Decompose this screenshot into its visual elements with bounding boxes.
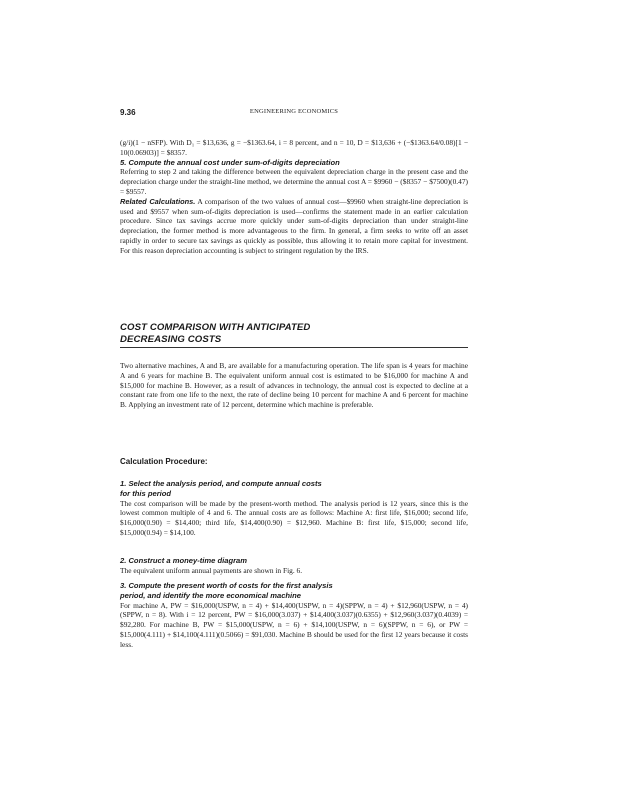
step-3-heading-line-1: 3. Compute the present worth of costs for the first analysis [120, 581, 333, 590]
calculation-procedure-heading-block [120, 457, 468, 467]
related-calculations-paragraph [120, 197, 468, 256]
related-calculations-text: A comparison of the two values of annual cost—$9960 when straight-line depreciation is used and $9557 when sum-of-digits depreciation is used—confirms the statement made in an earlier calculation procedure. Since tax savings accrue more quickly under sum-of-digits depreciation than under straight-line depreciation, the former method is more advantageous to the firm. In general, a firm seeks to write off an asset rapidly in order to secure tax savings as quickly as possible, thus allowing it to retain more capital for investment. For this reason depreciation accounting is subject to stringent regulation by the IRS. [120, 196, 468, 255]
step-3-heading-line-2: period, and identify the more economical machine [120, 590, 302, 600]
problem-paragraph: Two alternative machines, A and B, are available for a manufacturing operation. The life span is 4 years for machine A and 6 years for machine B. The equivalent uniform annual cost is estimated to be $16,000 for machine A and $15,000 for machine B. However, as a result of advances in technology, the annual cost is expected to decline at a constant rate from one life to the next, the rate of decline being 10 percent for machine A and 6 percent for machine B. Applying an investment rate of 12 percent, determine which machine is preferable. [120, 361, 468, 410]
section-heading-block [120, 322, 468, 348]
step-1-heading-line-1: 1. Select the analysis period, and compute annual costs [120, 479, 322, 488]
problem-statement [120, 361, 468, 410]
calculation-procedure-heading: Calculation Procedure: [120, 457, 208, 466]
page-number: 9.36 [120, 108, 136, 117]
step-5-heading: 5. Compute the annual cost under sum-of-digits depreciation [120, 157, 340, 167]
step-3-paragraph: For machine A, PW = $16,000(USPW, n = 4) + $14,400(USPW, n = 4)(SPPW, n = 4) + $12,960(USPW, n = 4)(SPPW, n = 8). With i = 12 percent, PW = $16,000(3.037) + $14,400(3.037)(0.6355) + $12,960(3.037)(0.4039) = $92,280. For machine B, PW = $15,000(USPW, n = 6) + $14,100(USPW, n = 6)(SPPW, n = 6), or PW = $15,000(4.111) + $14,100(4.111)(0.5066) = $91,030. Machine B should be used for the first 12 years because it costs less. [120, 600, 468, 649]
section-rule [120, 347, 468, 348]
section-title-line-2: DECREASING COSTS [120, 333, 222, 345]
step-2-paragraph: The equivalent uniform annual payments are shown in Fig. 6. [120, 565, 303, 575]
related-calculations-label: Related Calculations. [120, 196, 196, 206]
step-2-heading: 2. Construct a money-time diagram [120, 556, 248, 565]
step-3-block [120, 581, 468, 650]
continued-text-block [120, 138, 468, 256]
step-2-block [120, 556, 468, 576]
running-head: ENGINEERING ECONOMICS [249, 108, 339, 115]
continuation-paragraph: (g/i)(1 − nSFP). With D₁ = $13,636, g = −$1363.64, i = 8 percent, and n = 10, D = $13,636 + (−$1363.64/0.08)[1 − 10(0.06903)] = $8357. [120, 138, 468, 157]
section-title-line-1: COST COMPARISON WITH ANTICIPATED [120, 322, 311, 333]
step-1-paragraph: The cost comparison will be made by the present-worth method. The analysis period is 12 years, since this is the lowest common multiple of 4 and 6. The annual costs are as follows: Machine A: first life, $16,000; second life, $16,000(0.90) = $14,400; third life, $14,400(0.90) = $12,960. Machine B: first life, $15,000; second life, $15,000(0.94) = $14,100. [120, 498, 468, 537]
step-1-block [120, 479, 468, 538]
page-header [120, 108, 468, 120]
step-1-heading-line-2: for this period [120, 488, 172, 498]
step-5-paragraph: Referring to step 2 and taking the difference between the equivalent depreciation charge in the present case and the depreciation charge under the straight-line method, we determine the annual cost A = $9960 − ($8357 − $7500)(0.47) = $9557. [120, 167, 468, 196]
